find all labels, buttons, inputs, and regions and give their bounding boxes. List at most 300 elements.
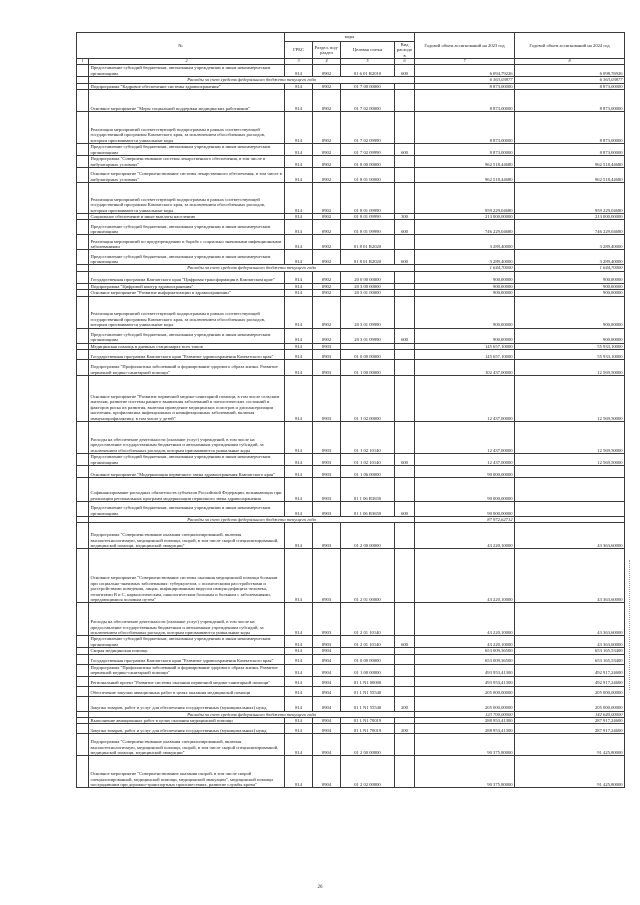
table-row: [77, 756, 625, 788]
table-row: [77, 112, 625, 144]
header-expense-type: Вид расходов: [395, 42, 415, 59]
volume-2023-cell: 90 000,00000: [415, 466, 515, 478]
row-number-cell: [77, 350, 89, 360]
expense-type-cell: [395, 376, 415, 422]
razdel-cell: 0904: [313, 654, 341, 664]
expense-type-cell: 200: [395, 696, 415, 711]
table-row: [77, 271, 625, 283]
grbs-cell: 814: [285, 350, 313, 360]
volume-2024-cell: 8 873,00000: [515, 112, 625, 144]
volume-2023-cell: 87 972,62712: [415, 517, 515, 523]
expense-type-cell: [395, 168, 415, 183]
grbs-cell: 814: [285, 328, 313, 343]
volume-2024-cell: 12 569,50000: [515, 360, 625, 376]
target-article-cell: 01 1 02 10140: [341, 422, 395, 454]
table-row: [77, 478, 625, 502]
volume-2024-cell: 142 640,00000: [515, 711, 625, 717]
volume-2023-cell: 746 229,04680: [415, 220, 515, 235]
row-name: Реализация мероприятий соответствующей подпрограммы в рамках соответствующей государственной программы Камчатского края, за исключением обособленных расходов, которым присваиваются уникальные коды: [89, 296, 285, 328]
volume-2023-cell: 900,00000: [415, 296, 515, 328]
row-number-cell: [77, 235, 89, 250]
razdel-cell: 0902: [313, 156, 341, 168]
razdel-cell: 0904: [313, 676, 341, 686]
razdel-cell: 0904: [313, 724, 341, 734]
header-index-5: 5: [341, 59, 395, 65]
target-article-cell: 20 3 01 00000: [341, 290, 395, 296]
row-name: Основное мероприятие "Меры социальной поддержки медицинских работников": [89, 90, 285, 112]
volume-2023-cell: 3 289,40000: [415, 250, 515, 265]
row-name: Социальное обеспечение и иные выплаты населению: [89, 214, 285, 220]
volume-2024-cell: 3 289,40000: [515, 250, 625, 265]
target-article-cell: 01 1 02 00000: [341, 376, 395, 422]
table-row: [77, 156, 625, 168]
row-name: Подпрограмма "Совершенствование оказания специализированной, включая высокотехнологичную, медицинской помощи, скорой, в том числе скорой специализированной, медицинской помощи, медицинской эвакуации": [89, 523, 285, 549]
table-row: [77, 502, 625, 517]
volume-2023-cell: 90 375,80000: [415, 756, 515, 788]
target-article-cell: 20 3 01 09990: [341, 328, 395, 343]
row-name: Расходы за счет средств федерального бюджета текущего года: [89, 711, 415, 717]
row-name: Предоставление субсидий бюджетным, автономным учреждениям и иным некоммерческим организациям: [89, 220, 285, 235]
row-name: Расходы на обеспечение деятельности (оказание услуг) учреждений, в том числе на предоставление государственным бюджетным и автономным учреждениям субсидий, за исключением обособленных расходов, которым присваиваются уникальные коды: [89, 603, 285, 636]
expense-type-cell: 600: [395, 220, 415, 235]
volume-2023-cell: 43 220,10000: [415, 523, 515, 549]
target-article-cell: 01 1 N1 55540: [341, 696, 395, 711]
expense-type-cell: [395, 549, 415, 603]
row-number-cell: [77, 296, 89, 328]
header-index-4: 4: [313, 59, 341, 65]
volume-2023-cell: 205 000,00000: [415, 696, 515, 711]
target-article-cell: 01 1 06 00000: [341, 466, 395, 478]
grbs-cell: 814: [285, 271, 313, 283]
volume-2024-cell: 213 000,00000: [515, 214, 625, 220]
target-article-cell: 20 3 00 00000: [341, 283, 395, 289]
table-row: [77, 454, 625, 466]
target-article-cell: 01 2 01 10140: [341, 636, 395, 648]
volume-2024-cell: 8 873,00000: [515, 83, 625, 89]
volume-2024-cell: 287 917,24600: [515, 717, 625, 723]
header-index-2: 2: [89, 59, 285, 65]
grbs-cell: 814: [285, 296, 313, 328]
target-article-cell: 01 2 01 00000: [341, 549, 395, 603]
target-article-cell: 01 7 02 09990: [341, 144, 395, 156]
volume-2023-cell: 205 000,00000: [415, 686, 515, 696]
volume-2024-cell: 91 425,80000: [515, 756, 625, 788]
volume-2023-cell: 43 220,10000: [415, 636, 515, 648]
row-number-cell: [77, 696, 89, 711]
table-row: [77, 350, 625, 360]
expense-type-cell: [395, 156, 415, 168]
row-name: Основное мероприятие "Совершенствование системы лекарственного обеспечения, в том числе в амбулаторных условиях": [89, 168, 285, 183]
razdel-cell: 0902: [313, 235, 341, 250]
target-article-cell: 01 2 01 10140: [341, 603, 395, 636]
grbs-cell: 814: [285, 549, 313, 603]
grbs-cell: 814: [285, 290, 313, 296]
row-name: Софинансирование расходных обязательств субъектов Российской Федерации, возникающих при реализации региональных программ модернизации первичного звена здравоохранения: [89, 478, 285, 502]
volume-2023-cell: 288 953,41300: [415, 717, 515, 723]
volume-2024-cell: 43 363,60000: [515, 523, 625, 549]
grbs-cell: 814: [285, 65, 313, 77]
volume-2023-cell: 123 700,00000: [415, 711, 515, 717]
volume-2023-cell: 145 657,10000: [415, 350, 515, 360]
row-name: Расходы за счет средств федерального бюджета текущего года: [89, 265, 415, 271]
volume-2023-cell: 900,00000: [415, 271, 515, 283]
row-name: Государственная программа Камчатского края "Развитие здравоохранения Камчатского края": [89, 654, 285, 664]
expense-type-cell: 600: [395, 250, 415, 265]
razdel-cell: 0903: [313, 603, 341, 636]
volume-2023-cell: 12 437,00000: [415, 376, 515, 422]
row-name: Основное мероприятие "Совершенствование системы оказания медицинской помощи больным при социально-значимых заболеваниях: туберкулезом, с психическими расстройствами и расстройствами поведения, лицам, инфицированным вирусом иммунодефицита человека, гепатитами B и C, наркологическим, онкологическим больным и больным с заболеваниями, передающимися половым путем": [89, 549, 285, 603]
target-article-cell: 01 7 02 00000: [341, 90, 395, 112]
header-razdel: Раздел, под-раздел: [313, 42, 341, 59]
grbs-cell: 814: [285, 724, 313, 734]
target-article-cell: 01 0 00 00000: [341, 654, 395, 664]
razdel-cell: 0902: [313, 290, 341, 296]
expense-type-cell: [395, 235, 415, 250]
razdel-cell: 0902: [313, 328, 341, 343]
table-row: [77, 664, 625, 676]
expense-type-cell: 600: [395, 502, 415, 517]
expense-type-cell: 200: [395, 724, 415, 734]
volume-2024-cell: 3 289,40000: [515, 235, 625, 250]
row-number-cell: [77, 376, 89, 422]
row-name: Подпрограмма "Совершенствование системы лекарственного обеспечения, в том числе в амбулаторных условиях": [89, 156, 285, 168]
expense-type-cell: [395, 350, 415, 360]
volume-2023-cell: 8 873,00000: [415, 90, 515, 112]
expense-type-cell: 600: [395, 636, 415, 648]
row-number-cell: [77, 724, 89, 734]
row-number-cell: [77, 523, 89, 549]
row-number-cell: [77, 360, 89, 376]
volume-2023-cell: 145 657,10000: [415, 343, 515, 349]
target-article-cell: 01 2 00 00000: [341, 523, 395, 549]
volume-2024-cell: 43 363,60000: [515, 549, 625, 603]
grbs-cell: 814: [285, 183, 313, 214]
grbs-cell: 814: [285, 90, 313, 112]
table-row: [77, 549, 625, 603]
row-name: Закупка товаров, работ и услуг для обеспечения государственных (муниципальных) нужд: [89, 724, 285, 734]
grbs-cell: 814: [285, 112, 313, 144]
expense-type-cell: [395, 422, 415, 454]
target-article-cell: 01 7 02 09990: [341, 112, 395, 144]
row-name: Расходы на обеспечение деятельности (оказание услуг) учреждений, в том числе на предоставление государственным бюджетным и автономным учреждениям субсидий, за исключением обособленных расходов, которым присваиваются уникальные коды: [89, 422, 285, 454]
volume-2023-cell: 6 094,79226: [415, 65, 515, 77]
volume-2024-cell: 55 933,10000: [515, 350, 625, 360]
expense-type-cell: [395, 360, 415, 376]
target-article-cell: 01 7 00 00000: [341, 83, 395, 89]
grbs-cell: 814: [285, 676, 313, 686]
row-name: Предоставление субсидий бюджетным, автономным учреждениям и иным некоммерческим организациям: [89, 328, 285, 343]
grbs-cell: 814: [285, 454, 313, 466]
volume-2024-cell: 1 644,70000: [515, 265, 625, 271]
row-number-cell: [77, 328, 89, 343]
razdel-cell: 0902: [313, 296, 341, 328]
volume-2023-cell: 962 518,44680: [415, 168, 515, 183]
header-index-6: 6: [395, 59, 415, 65]
table-row: [77, 296, 625, 328]
volume-2024-cell: 205 000,00000: [515, 696, 625, 711]
row-name: Скорая медицинская помощь: [89, 648, 285, 654]
volume-2024-cell: 653 165,53400: [515, 654, 625, 664]
razdel-cell: 0903: [313, 549, 341, 603]
volume-2024-cell: 900,00000: [515, 290, 625, 296]
volume-2023-cell: 900,00000: [415, 328, 515, 343]
volume-2024-cell: 43 363,60000: [515, 603, 625, 636]
expense-type-cell: 600: [395, 144, 415, 156]
table-row: [77, 724, 625, 734]
table-row: [77, 360, 625, 376]
volume-2023-cell: 900,00000: [415, 290, 515, 296]
razdel-cell: 0903: [313, 376, 341, 422]
row-number-cell: [77, 654, 89, 664]
expense-type-cell: [395, 90, 415, 112]
expense-type-cell: [395, 654, 415, 664]
volume-2023-cell: 90 000,00000: [415, 502, 515, 517]
razdel-cell: 0902: [313, 83, 341, 89]
expense-type-cell: [395, 676, 415, 686]
row-number-cell: [77, 454, 89, 466]
target-article-cell: 01 8 01 R2020: [341, 250, 395, 265]
row-number-cell: [77, 90, 89, 112]
grbs-cell: 814: [285, 756, 313, 788]
volume-2023-cell: 653 009,36500: [415, 648, 515, 654]
row-name: Медицинская помощь в дневных стационарах всех типов: [89, 343, 285, 349]
table-row: [77, 523, 625, 549]
row-name: Государственная программа Камчатского края "Развитие здравоохранения Камчатского края": [89, 350, 285, 360]
table-row: [77, 220, 625, 235]
row-name: Подпрограмма "Профилактика заболеваний и формирование здорового образа жизни. Развитие первичной медико-санитарной помощи": [89, 360, 285, 376]
target-article-cell: 01 2 02 00000: [341, 756, 395, 788]
volume-2024-cell: 12 569,50000: [515, 454, 625, 466]
row-number-cell: [77, 502, 89, 517]
razdel-cell: 0903: [313, 636, 341, 648]
razdel-cell: 0903: [313, 466, 341, 478]
volume-2024-cell: [515, 502, 625, 517]
razdel-cell: 0904: [313, 648, 341, 654]
expense-type-cell: [395, 734, 415, 756]
row-name: Предоставление субсидий бюджетным, автономным учреждениям и иным некоммерческим организациям: [89, 250, 285, 265]
grbs-cell: 814: [285, 717, 313, 723]
header-index-7: 7: [415, 59, 515, 65]
expense-type-cell: 600: [395, 454, 415, 466]
target-article-cell: 01 8 01 09990: [341, 220, 395, 235]
volume-2024-cell: 900,00000: [515, 283, 625, 289]
table-row: [77, 636, 625, 648]
volume-2023-cell: 43 220,10000: [415, 603, 515, 636]
row-name: Основное мероприятие "Совершенствование оказания скорой, в том числе скорой специализированной, медицинской помощи, медицинской эвакуации", медицинской помощи пострадавшим при дорожно-транспортных происшествиях, развитие службы крови": [89, 756, 285, 788]
volume-2024-cell: 8 873,00000: [515, 90, 625, 112]
volume-2024-cell: 12 569,50000: [515, 376, 625, 422]
grbs-cell: 814: [285, 603, 313, 636]
razdel-cell: 0902: [313, 250, 341, 265]
razdel-cell: 0902: [313, 220, 341, 235]
grbs-cell: 814: [285, 144, 313, 156]
razdel-cell: 0903: [313, 523, 341, 549]
volume-2023-cell: 12 437,00000: [415, 422, 515, 454]
target-article-cell: 20 3 01 09990: [341, 296, 395, 328]
row-name: Региональный проект "Развитие системы оказания первичной медико-санитарной помощи": [89, 676, 285, 686]
razdel-cell: 0902: [313, 112, 341, 144]
volume-2024-cell: 962 518,44680: [515, 168, 625, 183]
table-row: [77, 466, 625, 478]
row-number-cell: [77, 271, 89, 283]
header-volume-2023: Годовой объем ассигнований на 2023 год: [415, 33, 515, 59]
table-row: [77, 183, 625, 214]
grbs-cell: 814: [285, 235, 313, 250]
header-grbs: ГРБС: [285, 42, 313, 59]
volume-2023-cell: 8 873,00000: [415, 144, 515, 156]
volume-2024-cell: 6 098,76926: [515, 65, 625, 77]
grbs-cell: 814: [285, 220, 313, 235]
row-name: Расходы за счет средств федерального бюджета текущего года: [89, 77, 415, 83]
target-article-cell: 01 8 01 00000: [341, 168, 395, 183]
volume-2024-cell: 962 518,44680: [515, 156, 625, 168]
grbs-cell: 814: [285, 502, 313, 517]
row-name: Предоставление субсидий бюджетным, автономным учреждениям и иным некоммерческим организациям: [89, 454, 285, 466]
razdel-cell: 0904: [313, 686, 341, 696]
volume-2023-cell: 493 953,41300: [415, 664, 515, 676]
table-row: [77, 144, 625, 156]
razdel-cell: 0904: [313, 734, 341, 756]
row-number-cell: [77, 478, 89, 502]
volume-2024-cell: 91 425,80000: [515, 734, 625, 756]
target-article-cell: 01 1 06 R3650: [341, 478, 395, 502]
grbs-cell: 814: [285, 696, 313, 711]
volume-2023-cell: 3 289,40000: [415, 235, 515, 250]
row-number-cell: [77, 112, 89, 144]
volume-2023-cell: 962 518,44680: [415, 156, 515, 168]
table-row: [77, 603, 625, 636]
volume-2024-cell: 492 917,24600: [515, 676, 625, 686]
expense-type-cell: [395, 466, 415, 478]
volume-2024-cell: 287 917,24600: [515, 724, 625, 734]
volume-2024-cell: 492 917,24600: [515, 664, 625, 676]
target-article-cell: 01 8 01 09990: [341, 183, 395, 214]
grbs-cell: 814: [285, 343, 313, 349]
volume-2024-cell: 12 569,50000: [515, 422, 625, 454]
target-article-cell: 01 1 N1 70019: [341, 724, 395, 734]
volume-2024-cell: 55 933,10000: [515, 343, 625, 349]
row-number-cell: [77, 183, 89, 214]
volume-2023-cell: 493 953,41300: [415, 676, 515, 686]
volume-2024-cell: 205 000,00000: [515, 686, 625, 696]
expense-type-cell: [395, 112, 415, 144]
grbs-cell: 814: [285, 360, 313, 376]
row-name: Основное мероприятие "Развитие первичной медико-санитарной помощи, в том числе сельским жителям, развитие системы раннего выявления заболеваний и патологических состояний и факторов риска их развития, включая проведение медицинских осмотров и диспансеризации населения, профилактика инфекционных и неинфекционных заболеваний, включая иммунопрофилактику, в том числе у детей": [89, 376, 285, 422]
volume-2024-cell: 900,00000: [515, 296, 625, 328]
volume-2023-cell: 12 437,00000: [415, 454, 515, 466]
grbs-cell: 814: [285, 422, 313, 454]
grbs-cell: 814: [285, 466, 313, 478]
row-number-cell: [77, 686, 89, 696]
volume-2024-cell: 959 229,04680: [515, 183, 625, 214]
expense-type-cell: [395, 478, 415, 502]
volume-2023-cell: 213 000,00000: [415, 214, 515, 220]
grbs-cell: 814: [285, 250, 313, 265]
row-name: Расходы за счет средств федерального бюджета текущего года: [89, 517, 415, 523]
grbs-cell: 814: [285, 654, 313, 664]
grbs-cell: 814: [285, 636, 313, 648]
expense-type-cell: [395, 296, 415, 328]
volume-2023-cell: 1 644,70000: [415, 265, 515, 271]
razdel-cell: 0903: [313, 454, 341, 466]
target-article-cell: 01 1 N1 55540: [341, 686, 395, 696]
razdel-cell: 0903: [313, 343, 341, 349]
target-article-cell: 01 2 00 00000: [341, 734, 395, 756]
target-article-cell: 01 1 N1 70019: [341, 717, 395, 723]
row-number-cell: [77, 636, 89, 648]
volume-2023-cell: 102 437,00000: [415, 360, 515, 376]
volume-2023-cell: 90 000,00000: [415, 478, 515, 502]
grbs-cell: 814: [285, 283, 313, 289]
target-article-cell: 20 0 00 00000: [341, 271, 395, 283]
grbs-cell: 814: [285, 214, 313, 220]
row-name: Выполнение авиационных работ в целях оказания медицинской помощи: [89, 717, 285, 723]
target-article-cell: 01 1 00 00000: [341, 664, 395, 676]
table-row: [77, 696, 625, 711]
volume-2023-cell: 653 009,36500: [415, 654, 515, 664]
table-row: [77, 734, 625, 756]
row-name: Реализация мероприятий соответствующей подпрограммы в рамках соответствующей государственной программы Камчатского края, за исключением обособленных расходов, которым присваиваются уникальные коды: [89, 183, 285, 214]
budget-table: [76, 32, 625, 788]
header-number: №: [77, 33, 285, 59]
row-number-cell: [77, 168, 89, 183]
table-row: [77, 422, 625, 454]
expense-type-cell: [395, 756, 415, 788]
razdel-cell: 0902: [313, 214, 341, 220]
grbs-cell: 814: [285, 523, 313, 549]
page-number: 26: [317, 885, 323, 890]
volume-2024-cell: 43 363,60000: [515, 636, 625, 648]
razdel-cell: 0903: [313, 502, 341, 517]
volume-2023-cell: 8 873,00000: [415, 112, 515, 144]
razdel-cell: 0904: [313, 696, 341, 711]
razdel-cell: 0902: [313, 144, 341, 156]
target-article-cell: 01 1 N1 00000: [341, 676, 395, 686]
row-name: Закупка товаров, работ и услуг для обеспечения государственных (муниципальных) нужд: [89, 696, 285, 711]
row-name: Подпрограмма "Цифровой контур здравоохранения": [89, 283, 285, 289]
target-article-cell: 01 8 01 R2020: [341, 235, 395, 250]
grbs-cell: 814: [285, 376, 313, 422]
expense-type-cell: 300: [395, 214, 415, 220]
expense-type-cell: [395, 523, 415, 549]
row-number-cell: [77, 734, 89, 756]
row-number-cell: [77, 664, 89, 676]
grbs-cell: 814: [285, 83, 313, 89]
volume-2024-cell: 900,00000: [515, 328, 625, 343]
table-row: [77, 235, 625, 250]
header-index-8: 8: [515, 59, 625, 65]
grbs-cell: 814: [285, 734, 313, 756]
razdel-cell: 0903: [313, 478, 341, 502]
row-number-cell: [77, 250, 89, 265]
razdel-cell: 0902: [313, 168, 341, 183]
table-row: [77, 250, 625, 265]
table-row: [77, 65, 625, 77]
header-volume-2024: Годовой объем ассигнований на 2024 год: [515, 33, 625, 59]
row-number-cell: [77, 549, 89, 603]
razdel-cell: 0904: [313, 756, 341, 788]
row-number-cell: [77, 65, 89, 77]
header-index-3: 3: [285, 59, 313, 65]
table-row: [77, 376, 625, 422]
row-name: Основное мероприятие "Развитие информатизации в здравоохранении": [89, 290, 285, 296]
volume-2024-cell: 8 873,00000: [515, 144, 625, 156]
table-row: [77, 168, 625, 183]
expense-type-cell: 600: [395, 328, 415, 343]
razdel-cell: 0902: [313, 271, 341, 283]
volume-2023-cell: 6 363,03877: [415, 77, 515, 83]
razdel-cell: 0902: [313, 65, 341, 77]
